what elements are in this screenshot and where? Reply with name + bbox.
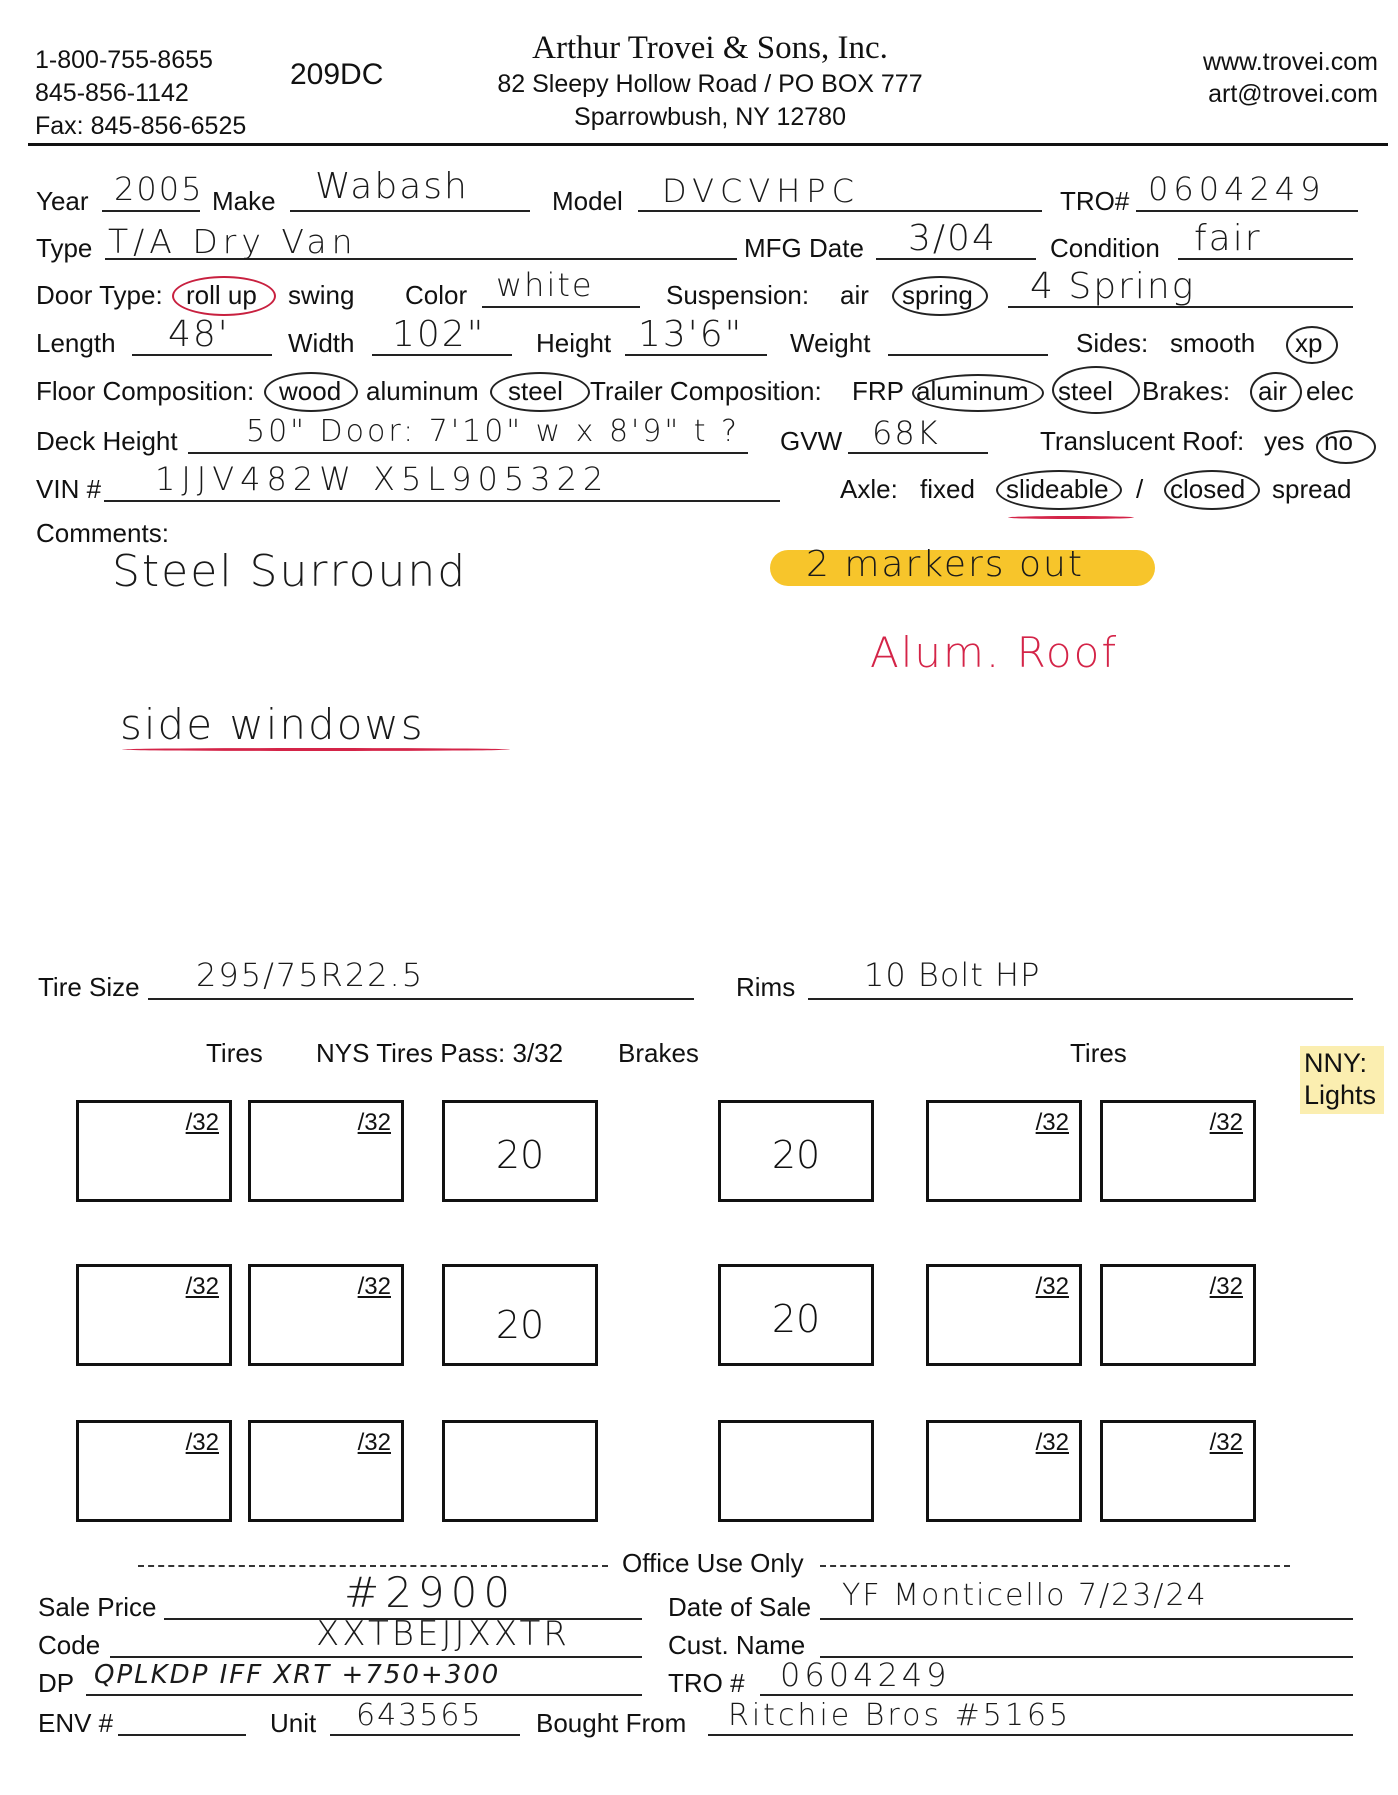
env-label: ENV # [38,1708,114,1738]
sides-xp: xp [1295,328,1323,358]
trailer-frp: FRP [852,376,904,406]
tro-value: 0604249 [1148,170,1326,208]
xp-circle [1286,326,1338,364]
brake-box [718,1420,874,1522]
axle-slideable: slideable [1006,474,1109,504]
tire-box [1100,1264,1256,1366]
unit-value: 643565 [356,1698,483,1733]
dp-line [86,1694,642,1696]
trailer-comp-label: Trailer Composition: [590,376,822,406]
translucent-no: no [1324,426,1353,456]
brake-value: 20 [771,1133,821,1177]
brake-box [442,1264,598,1366]
office-divider-left [138,1565,608,1567]
rims-line [808,998,1353,1000]
mfg-date-label: MFG Date [744,233,864,263]
color-line [482,306,640,308]
tire-box [248,1100,404,1202]
tc-aluminum-circle [912,374,1044,412]
cust-name-label: Cust. Name [668,1630,806,1660]
tire-depth-unit: /32 [357,1273,391,1300]
unit-label: Unit [270,1708,317,1738]
floor-steel: steel [508,376,563,406]
tire-depth-unit: /32 [357,1429,391,1456]
model-value: DVCVHPC [662,172,860,210]
width-value: 102" [392,314,486,355]
length-value: 48' [168,314,230,355]
company-name: Arthur Trovei & Sons, Inc. [532,30,888,66]
weight-line [888,354,1048,356]
color-value: white [496,266,594,304]
tire-size-label: Tire Size [38,972,140,1002]
brake-box [718,1100,874,1202]
phone-1: 1-800-755-8655 [35,46,213,74]
tire-depth-unit: /32 [185,1273,219,1300]
vin-line [104,500,780,502]
color-label: Color [405,280,468,310]
year-label: Year [36,186,89,216]
office-divider-right [820,1565,1290,1567]
brakes-air: air [1258,376,1287,406]
door-swing: swing [288,280,355,310]
brakes-label: Brakes: [1142,376,1231,406]
tire-size-line [148,998,694,1000]
env-line [118,1734,246,1736]
axle-fixed: fixed [920,474,975,504]
comment-markers-out: 2 markers out [806,544,1084,585]
lights-label: Lights [1304,1080,1377,1110]
date-of-sale-value: YF Monticello 7/23/24 [842,1578,1208,1613]
tires-right-header: Tires [1070,1038,1127,1068]
tire-depth-unit: /32 [1209,1109,1243,1136]
suspension-air: air [840,280,869,310]
tire-box [76,1100,232,1202]
make-value: Wabash [315,166,469,207]
email: art@trovei.com [1208,80,1378,108]
tire-box [926,1100,1082,1202]
tire-box [76,1264,232,1366]
suspension-spring: spring [902,280,973,310]
tire-box [76,1420,232,1522]
dp-value: QPLKDP IFF XRT +750+300 [94,1660,501,1690]
tire-box [1100,1420,1256,1522]
axle-label: Axle: [840,474,898,504]
tire-box [926,1264,1082,1366]
axle-closed: closed [1170,474,1246,504]
make-label: Make [212,186,276,216]
company-address-1: 82 Sleepy Hollow Road / PO BOX 777 [497,70,923,98]
height-value: 13'6" [638,314,744,355]
tro-office-value: 0604249 [780,1656,951,1694]
year-line [102,210,200,212]
floor-aluminum: aluminum [366,376,479,406]
year-value: 2005 [114,170,204,208]
sides-smooth: smooth [1170,328,1256,358]
tire-depth-unit: /32 [185,1429,219,1456]
steel-circle [490,372,590,412]
translucent-roof-label: Translucent Roof: [1040,426,1245,456]
date-of-sale-line [820,1618,1353,1620]
trailer-aluminum: aluminum [916,376,1029,406]
brake-box [442,1100,598,1202]
trailer-steel: steel [1058,376,1113,406]
tire-depth-unit: /32 [1035,1109,1069,1136]
code-value: XXTBEJJXXTR [316,1614,570,1654]
mfg-date-value: 3/04 [908,218,997,259]
nys-tires-pass: NYS Tires Pass: 3/32 [316,1038,564,1068]
model-label: Model [552,186,623,216]
rims-label: Rims [736,972,796,1002]
tire-depth-unit: /32 [357,1109,391,1136]
door-roll-up: roll up [186,280,257,310]
door-type-label: Door Type: [36,280,163,310]
brake-value: 20 [495,1133,545,1177]
gvw-line [848,452,988,454]
gvw-value: 68K [872,414,940,452]
roll-up-circle [172,276,276,316]
tire-depth-unit: /32 [1209,1429,1243,1456]
gvw-label: GVW [780,426,843,456]
brake-value: 20 [771,1297,821,1341]
sale-price-value: #2900 [344,1568,517,1617]
fax: Fax: 845-856-6525 [35,112,247,140]
comment-side-windows: side windows [120,700,425,749]
dp-label: DP [38,1668,75,1698]
tire-depth-unit: /32 [1209,1273,1243,1300]
company-address-2: Sparrowbush, NY 12780 [574,103,846,131]
deck-height-line [188,452,748,454]
tro-office-label: TRO # [668,1668,745,1698]
model-line [638,210,1042,212]
axle-slash: / [1136,474,1144,504]
wood-circle [264,372,358,412]
width-label: Width [288,328,355,358]
deck-height-label: Deck Height [36,426,178,456]
axle-spread: spread [1272,474,1352,504]
make-line [290,210,530,212]
office-use-only: Office Use Only [622,1548,804,1578]
weight-label: Weight [790,328,871,358]
height-label: Height [536,328,612,358]
tc-steel-circle [1052,366,1140,414]
date-of-sale-label: Date of Sale [668,1592,812,1622]
header-rule [28,143,1388,146]
bought-from-line [708,1734,1353,1736]
brake-value: 20 [495,1303,545,1347]
suspension-label: Suspension: [666,280,810,310]
length-label: Length [36,328,116,358]
tro-label: TRO# [1060,186,1130,216]
nny-label: NNY: [1304,1048,1368,1078]
tire-depth-unit: /32 [185,1109,219,1136]
sides-label: Sides: [1076,328,1149,358]
code-label: Code [38,1630,101,1660]
brakes-header: Brakes [618,1038,699,1068]
rims-value: 10 Bolt HP [864,956,1041,994]
nny-lights-note [1300,1046,1384,1114]
tires-left-header: Tires [206,1038,263,1068]
tire-box [1100,1100,1256,1202]
deck-height-value: 50" Door: 7'10" w x 8'9" t ? [246,414,740,449]
side-windows-underline [122,748,510,751]
brakes-air-circle [1250,372,1302,412]
brakes-elec: elec [1306,376,1354,406]
condition-value: fair [1194,218,1262,259]
comment-alum-roof: Alum. Roof [870,628,1119,677]
bought-from-value: Ritchie Bros #5165 [728,1698,1072,1733]
type-value: T/A Dry Van [108,222,358,261]
condition-label: Condition [1050,233,1160,263]
slideable-circle [996,470,1122,510]
tire-box [248,1264,404,1366]
floor-wood: wood [279,376,342,406]
brake-box [442,1420,598,1522]
website: www.trovei.com [1202,48,1378,76]
translucent-yes: yes [1264,426,1305,456]
code-line [110,1656,642,1658]
comments-label: Comments: [36,518,169,548]
tire-box [926,1420,1082,1522]
floor-label: Floor Composition: [36,376,255,406]
sale-price-label: Sale Price [38,1592,157,1622]
tire-size-value: 295/75R22.5 [196,956,425,994]
tro-office-line [760,1694,1353,1696]
slideable-underline [1008,516,1134,519]
form-code: 209DC [290,58,384,91]
tire-depth-unit: /32 [1035,1273,1069,1300]
bought-from-label: Bought From [536,1708,687,1738]
comment-steel-surround: Steel Surround [112,546,468,597]
closed-circle [1164,470,1260,510]
suspension-note: 4 Spring [1030,266,1196,307]
tro-line [1136,210,1358,212]
vin-label: VIN # [36,474,102,504]
tire-box [248,1420,404,1522]
unit-line [330,1734,520,1736]
tire-depth-unit: /32 [1035,1429,1069,1456]
phone-2: 845-856-1142 [35,79,189,107]
type-label: Type [36,233,93,263]
vin-value: 1JJV482W X5L905322 [155,460,610,498]
no-circle [1316,430,1376,464]
brake-box [718,1264,874,1366]
spring-circle [892,276,988,316]
